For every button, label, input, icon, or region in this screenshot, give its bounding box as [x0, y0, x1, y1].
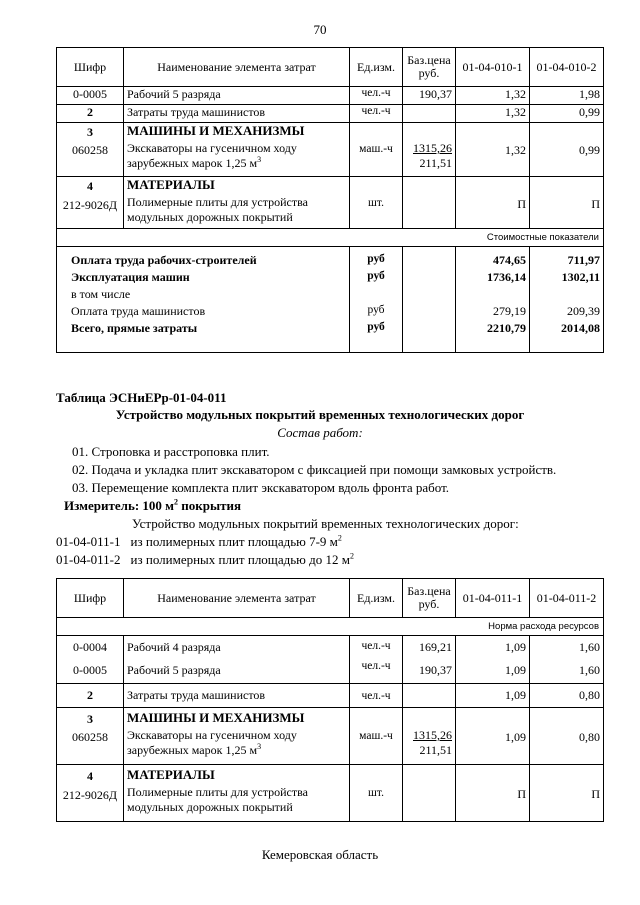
- summary-value-1: 1736,14: [456, 269, 530, 286]
- header-price-line1: Баз.цена: [407, 53, 451, 67]
- variant-text: из полимерных плит площадью до 12 м: [130, 552, 350, 567]
- variant-sup: 2: [349, 551, 354, 561]
- summary-label: Всего, прямые затраты: [57, 320, 350, 353]
- row-name: Рабочий 4 разряда: [127, 640, 221, 654]
- table-row: [57, 684, 604, 708]
- variant-sup: 2: [337, 533, 342, 543]
- header-price-line2: руб.: [418, 66, 440, 80]
- row-value-2: 1,60: [579, 663, 600, 677]
- row-value-2: 1,60: [579, 640, 600, 654]
- work-step: 01. Строповка и расстроповка плит.: [72, 444, 270, 459]
- row-price: 190,37: [419, 663, 452, 677]
- header-col-1: 01-04-010-1: [456, 48, 530, 87]
- row-unit: шт.: [368, 197, 384, 209]
- resource-table-1: [56, 47, 604, 353]
- table-row: [57, 765, 604, 822]
- row-code: 0-0005: [57, 87, 124, 105]
- table-note-row: [57, 618, 604, 636]
- row-code: 212-9026Д: [62, 198, 118, 212]
- row-name-line1: Полимерные плиты для устройства: [127, 195, 308, 209]
- table-row: [57, 177, 604, 229]
- row-value-1: 1,09: [505, 640, 526, 654]
- row-value-1: 1,32: [505, 143, 526, 157]
- row-unit: чел.-ч: [350, 684, 403, 708]
- row-value-2: 1,98: [530, 87, 604, 105]
- row-value-1: 1,32: [456, 87, 530, 105]
- summary-unit: руб: [350, 269, 403, 286]
- table-note-row: [57, 229, 604, 247]
- header-col-2: 01-04-011-2: [530, 579, 604, 618]
- measure-line: [64, 498, 241, 514]
- row-name: Затраты труда машинистов: [124, 684, 350, 708]
- row-value-1: П: [517, 787, 526, 801]
- header-name: Наименование элемента затрат: [124, 579, 350, 618]
- summary-unit: руб: [350, 303, 403, 320]
- row-price: [403, 105, 456, 123]
- table-row: [57, 123, 604, 177]
- variant-line: [56, 534, 342, 550]
- summary-label: Оплата труда рабочих-строителей: [57, 247, 350, 270]
- header-unit: Ед.изм.: [350, 579, 403, 618]
- row-code: 060258: [72, 143, 108, 157]
- resource-table-2: [56, 578, 604, 822]
- summary-value-1: 2210,79: [456, 320, 530, 353]
- summary-value-2: 711,97: [530, 247, 604, 270]
- header-price: [403, 579, 456, 618]
- measure-text: Измеритель: 100 м: [64, 498, 175, 513]
- row-value-2: 0,99: [579, 143, 600, 157]
- section-code: 3: [87, 712, 93, 726]
- row-price-line2: 211,51: [419, 156, 452, 170]
- measure-sup: 2: [174, 497, 179, 507]
- table-row: [57, 708, 604, 765]
- row-value-1: 1,09: [505, 730, 526, 744]
- row-value-1: 1,32: [456, 105, 530, 123]
- row-unit: чел.-ч: [361, 660, 391, 672]
- row-name-line2: модульных дорожных покрытий: [127, 210, 293, 224]
- section-title-machines: МАШИНЫ И МЕХАНИЗМЫ: [127, 710, 305, 725]
- resource-norm-note: Норма расхода ресурсов: [57, 618, 604, 636]
- row-price: [403, 765, 456, 822]
- row-price-line1: 1315,26: [413, 728, 452, 742]
- section-code: 4: [87, 769, 93, 783]
- page-number: 70: [313, 22, 327, 37]
- work-step: 03. Перемещение комплекта плит экскаватором вдоль фронта работ.: [72, 480, 450, 495]
- summary-value-1: 279,19: [456, 303, 530, 320]
- row-name: Рабочий 5 разряда: [127, 663, 221, 677]
- work-step: 02. Подача и укладка плит экскаватором с фиксацией при помощи замковых устройств.: [72, 462, 557, 477]
- summary-value-1: 474,65: [456, 247, 530, 270]
- variant-code: 01-04-011-1: [56, 534, 121, 549]
- section-title-machines: МАШИНЫ И МЕХАНИЗМЫ: [127, 123, 305, 138]
- row-price: 190,37: [403, 87, 456, 105]
- variants-intro: Устройство модульных покрытий временных технологических дорог:: [132, 516, 519, 531]
- summary-value-2: 1302,11: [530, 269, 604, 286]
- section-code: 4: [87, 179, 93, 193]
- row-name: Рабочий 5 разряда: [124, 87, 350, 105]
- row-value-1: П: [517, 197, 526, 211]
- section-subtitle: Состав работ:: [277, 425, 363, 440]
- summary-row: [57, 320, 604, 353]
- summary-label: Оплата труда машинистов: [57, 303, 350, 320]
- header-price-line2: руб.: [418, 597, 440, 611]
- row-value-2: 0,99: [530, 105, 604, 123]
- row-name-sup: 3: [257, 155, 262, 164]
- summary-row: [57, 247, 604, 270]
- header-code: Шифр: [57, 48, 124, 87]
- row-price-line1: 1315,26: [413, 141, 452, 155]
- table-header: [57, 579, 604, 618]
- row-price-line2: 211,51: [419, 743, 452, 757]
- row-value-1: 1,09: [456, 684, 530, 708]
- variant-line: [56, 552, 354, 568]
- row-name-line2: зарубежных марок 1,25 м: [127, 743, 258, 757]
- section-title: Устройство модульных покрытий временных технологических дорог: [115, 407, 525, 422]
- row-name-line1: Экскаваторы на гусеничном ходу: [127, 141, 297, 155]
- header-price-line1: Баз.цена: [407, 584, 451, 598]
- row-name-sup: 3: [257, 742, 262, 751]
- variant-text: из полимерных плит площадью 7-9 м: [130, 534, 338, 549]
- section-code: 3: [87, 125, 93, 139]
- row-value-2: 0,80: [579, 730, 600, 744]
- row-code: 060258: [72, 730, 108, 744]
- row-price: 169,21: [419, 640, 452, 654]
- row-code: 0-0005: [73, 663, 107, 677]
- row-code: 0-0004: [73, 640, 107, 654]
- row-unit: шт.: [368, 787, 384, 799]
- row-value-2: П: [591, 197, 600, 211]
- header-col-2: 01-04-010-2: [530, 48, 604, 87]
- header-code: Шифр: [57, 579, 124, 618]
- row-price: [403, 684, 456, 708]
- cost-indicators-note: Стоимостные показатели: [57, 229, 604, 247]
- summary-row: [57, 269, 604, 286]
- row-value-2: П: [591, 787, 600, 801]
- header-name: Наименование элемента затрат: [124, 48, 350, 87]
- section-title-materials: МАТЕРИАЛЫ: [127, 767, 215, 782]
- summary-value-2: 209,39: [530, 303, 604, 320]
- row-code: 2: [57, 105, 124, 123]
- row-unit: чел.-ч: [350, 105, 403, 123]
- table-header: [57, 48, 604, 87]
- row-name: Затраты труда машинистов: [124, 105, 350, 123]
- row-name-line2: зарубежных марок 1,25 м: [127, 156, 258, 170]
- row-code: 2: [57, 684, 124, 708]
- variant-code: 01-04-011-2: [56, 552, 121, 567]
- summary-unit: руб: [350, 320, 403, 353]
- row-name-line1: Полимерные плиты для устройства: [127, 785, 308, 799]
- row-code: 212-9026Д: [62, 788, 118, 802]
- page-footer: Кемеровская область: [261, 847, 379, 862]
- header-col-1: 01-04-011-1: [456, 579, 530, 618]
- row-unit: маш.-ч: [359, 730, 393, 742]
- row-unit: чел.-ч: [350, 87, 403, 105]
- summary-row: [57, 286, 604, 303]
- header-unit: Ед.изм.: [350, 48, 403, 87]
- table-row: [57, 636, 604, 684]
- summary-label: Эксплуатация машин: [57, 269, 350, 286]
- row-unit: чел.-ч: [361, 640, 391, 652]
- header-price: [403, 48, 456, 87]
- row-name-line1: Экскаваторы на гусеничном ходу: [127, 728, 297, 742]
- table-label: Таблица ЭСНиЕРр-01-04-011: [56, 390, 227, 405]
- summary-row: [57, 303, 604, 320]
- row-price: [403, 177, 456, 229]
- table-row: [57, 105, 604, 123]
- section-title-materials: МАТЕРИАЛЫ: [127, 177, 215, 192]
- row-value-2: 0,80: [530, 684, 604, 708]
- row-unit: маш.-ч: [359, 143, 393, 155]
- summary-unit: руб: [350, 247, 403, 270]
- row-name-line2: модульных дорожных покрытий: [127, 800, 293, 814]
- summary-value-2: 2014,08: [530, 320, 604, 353]
- table-row: [57, 87, 604, 105]
- summary-label: в том числе: [57, 286, 350, 303]
- row-value-1: 1,09: [505, 663, 526, 677]
- measure-tail: покрытия: [178, 498, 242, 513]
